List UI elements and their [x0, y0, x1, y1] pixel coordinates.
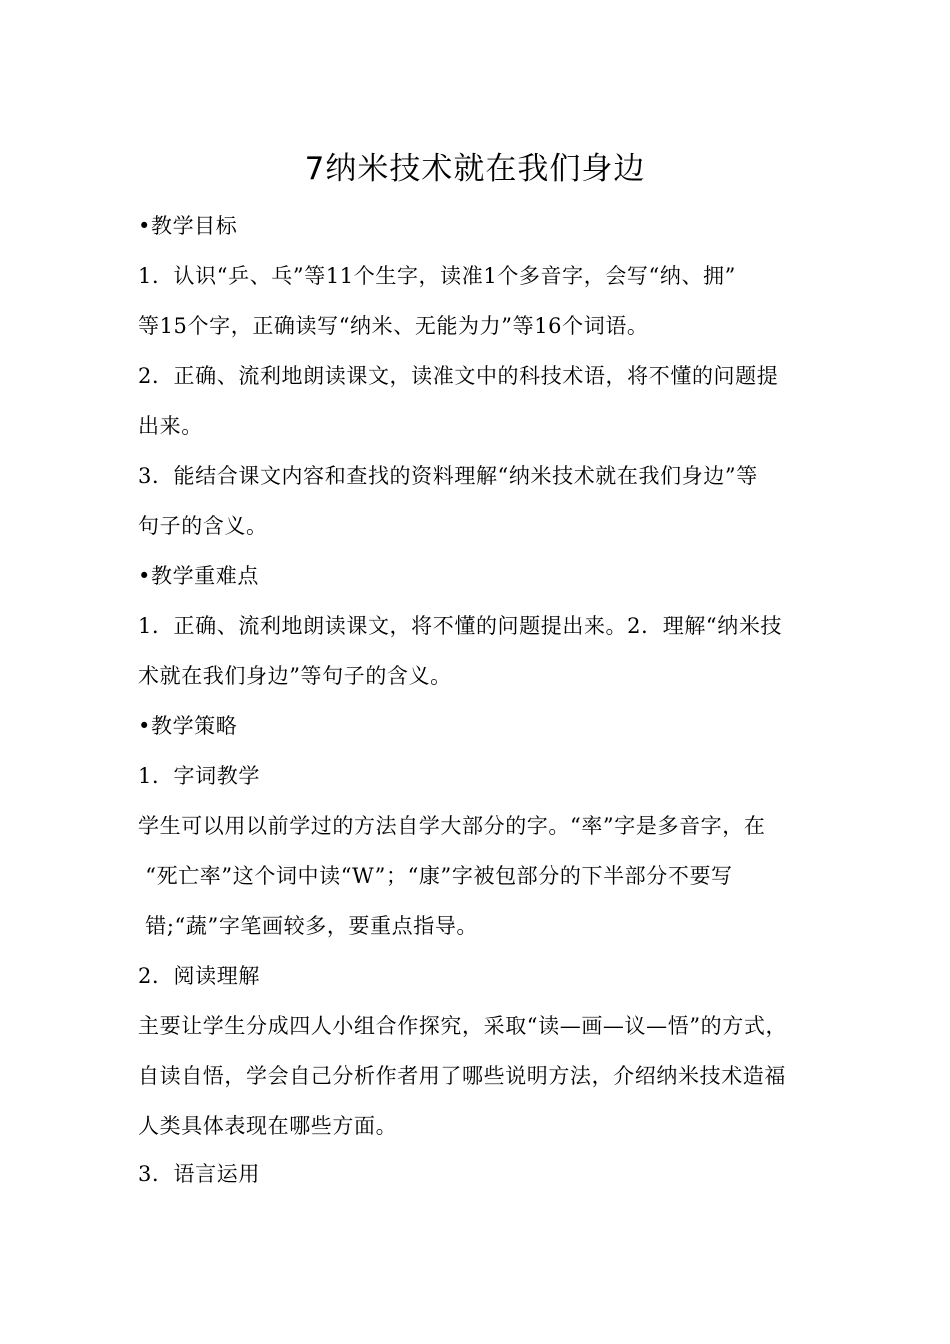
section-heading-strategy: •教学策略 — [138, 714, 238, 738]
subheading-language: 3．语言运用 — [138, 1162, 260, 1186]
text-line: 自读自悟，学会自己分析作者用了哪些说明方法，介绍纳米技术造福 — [138, 1064, 786, 1088]
text-line: 出来。 — [138, 414, 203, 438]
section-heading-key-points: •教学重难点 — [138, 564, 259, 588]
text-line: 学生可以用以前学过的方法自学大部分的字。“率”字是多音字，在 — [138, 814, 766, 838]
text-line: “死亡率”这个词中读“W”；“康”字被包部分的下半部分不要写 — [138, 864, 733, 888]
text-line: 1．认识“乒、乓”等11个生字，读准1个多音字，会写“纳、拥” — [138, 264, 736, 288]
text-line: 3．能结合课文内容和查找的资料理解“纳米技术就在我们身边”等 — [138, 464, 758, 488]
subheading-reading: 2．阅读理解 — [138, 964, 260, 988]
text-line: 2．正确、流利地朗读课文，读准文中的科技术语，将不懂的问题提 — [138, 364, 779, 388]
text-line: 术就在我们身边”等句子的含义。 — [138, 664, 452, 688]
subheading-vocabulary: 1．字词教学 — [138, 764, 260, 788]
text-line: 句子的含义。 — [138, 514, 268, 538]
text-line: 1．正确、流利地朗读课文，将不懂的问题提出来。2．理解“纳米技 — [138, 614, 783, 638]
text-line: 人类具体表现在哪些方面。 — [138, 1114, 398, 1138]
text-line: 主要让学生分成四人小组合作探究，采取“读—画—议—悟”的方式， — [138, 1014, 788, 1038]
text-line: 错;“蔬”字笔画较多，要重点指导。 — [138, 914, 479, 938]
text-line: 等15个字，正确读写“纳米、无能为力”等16个词语。 — [138, 314, 649, 338]
document-title: 7纳米技术就在我们身边 — [304, 151, 646, 187]
section-heading-objectives: •教学目标 — [138, 214, 238, 238]
